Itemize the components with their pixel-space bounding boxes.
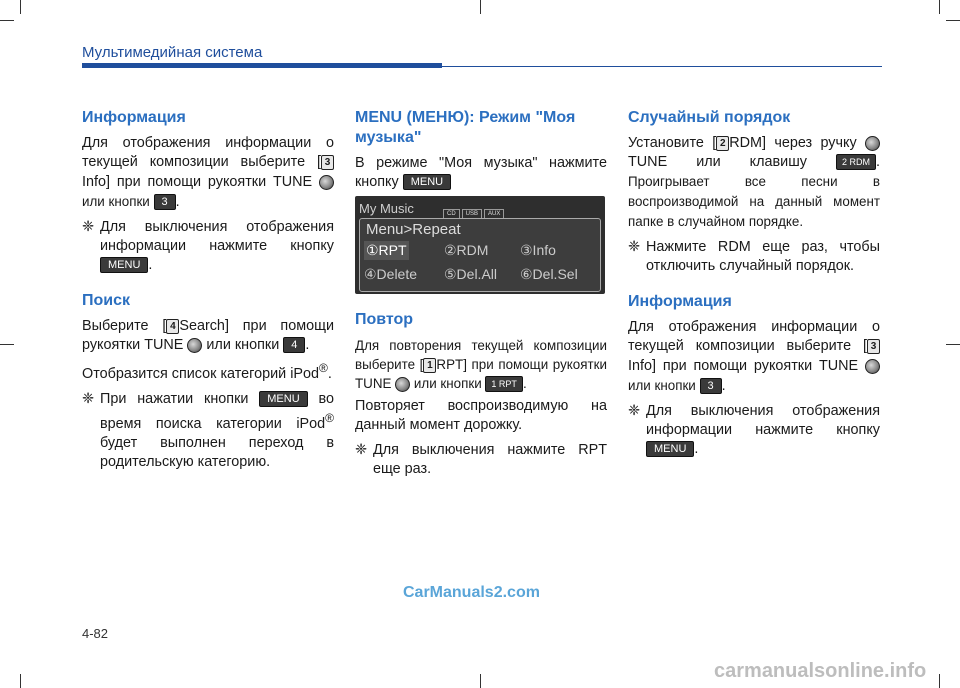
note: ❈ Для выключения отображения информации нажмите кнопку MENU .: [628, 403, 880, 457]
tune-knob-icon: [395, 377, 410, 392]
header-bar: [82, 63, 442, 68]
menu-heading: Menu>Repeat: [366, 221, 461, 238]
button-2-rdm-icon: 2 RDM: [836, 154, 876, 170]
tag-usb: USB: [462, 209, 482, 219]
heading-random: Случайный порядок: [628, 109, 791, 126]
tune-knob-icon: [865, 136, 880, 151]
heading-menu: MENU (МЕНЮ): Режим "Моя музыка": [355, 109, 576, 146]
menu-item-delete: ④Delete: [364, 266, 418, 282]
menu-item-rdm: ②RDM: [444, 242, 489, 258]
note-mark-icon: ❈: [355, 442, 368, 458]
page-number: 4-82: [82, 626, 109, 641]
paragraph: Для отображения информации о текущей композиции выберите [ 3Info] при помощи рукоятки TUNE или кнопки 3 .: [628, 319, 880, 394]
menu-box: [359, 218, 601, 292]
watermark: CarManuals2.com: [403, 584, 540, 601]
tag-aux: AUX: [484, 209, 504, 219]
menu-button-icon: MENU: [403, 174, 451, 190]
menu-item-rpt: ①RPT: [366, 242, 407, 258]
paragraph: Установите [ 2 RDM] через ручку TUNE или клавишу 2 RDM . Проигрывает все песни в воспроизводимой на данный момент папке в случайном порядке.: [628, 135, 880, 229]
display-screenshot: [355, 196, 605, 294]
crop-mark: [20, 0, 21, 14]
tune-knob-icon: [865, 359, 880, 374]
section-header: Мультимедийная система: [82, 44, 263, 61]
paragraph: В режиме "Моя музыка" нажмите кнопку MENU: [355, 155, 607, 190]
paragraph: Для повторения текущей композиции выберите [ 1 RPT] при помощи рукоятки TUNE или кнопки 1 RPT .: [355, 338, 607, 391]
tune-knob-icon: [319, 175, 334, 190]
button-3-icon: 3: [700, 378, 722, 394]
header-line: [442, 66, 882, 67]
note: ❈ При нажатии кнопки MENU во время поиска категории iPod® будет выполнен переход в родительскую категорию.: [82, 390, 334, 470]
number-3-icon: 3: [867, 339, 880, 354]
menu-item-del-all: ⑤Del.All: [444, 266, 498, 282]
menu-item-info: ③Info: [520, 242, 556, 258]
tag-cd: CD: [443, 209, 460, 219]
heading-repeat: Повтор: [355, 311, 414, 328]
heading-info: Информация: [628, 293, 732, 310]
number-4-icon: 4: [166, 319, 179, 334]
crop-mark: [939, 0, 940, 14]
crop-mark: [0, 20, 14, 21]
crop-mark: [946, 344, 960, 345]
number-2-icon: 2: [716, 136, 729, 151]
menu-item-del-sel: ⑥Del.Sel: [520, 266, 578, 282]
crop-mark: [939, 674, 940, 688]
heading-search: Поиск: [82, 292, 131, 309]
number-1-icon: 1: [423, 358, 436, 373]
button-3-icon: 3: [154, 194, 176, 210]
footer-watermark: carmanualsonline.info: [714, 660, 927, 682]
menu-button-icon: MENU: [100, 257, 148, 273]
screen-title: My Music: [359, 201, 414, 216]
button-4-icon: 4: [283, 337, 305, 353]
note: ❈ Для выключения отображения информации нажмите кнопку MENU .: [82, 219, 334, 273]
tune-knob-icon: [187, 338, 202, 353]
paragraph: Отобразится список категорий iPod®.: [82, 361, 332, 382]
note-mark-icon: ❈: [82, 390, 95, 407]
paragraph: Повторяет воспроизводимую на данный момент дорожку.: [355, 398, 607, 433]
crop-mark: [0, 344, 14, 345]
paragraph: Выберите [ 4 Search] при помощи рукоятки TUNE или кнопки 4 .: [82, 318, 335, 353]
heading-info: Информация: [82, 109, 186, 126]
note: ❈ Для выключения нажмите RPT еще раз.: [355, 442, 607, 477]
crop-mark: [480, 0, 481, 14]
note-mark-icon: ❈: [628, 239, 641, 255]
column-3: [628, 108, 880, 459]
number-3-icon: 3: [321, 155, 334, 170]
column-2: [355, 108, 607, 479]
column-1: [82, 108, 334, 472]
crop-mark: [480, 674, 481, 688]
button-1-rpt-icon: 1 RPT: [485, 376, 523, 392]
crop-mark: [946, 20, 960, 21]
note-mark-icon: ❈: [628, 403, 641, 419]
paragraph: Для отображения информации о текущей композиции выберите [ 3Info] при помощи рукоятки TUNE или кнопки 3 .: [82, 135, 334, 210]
note-mark-icon: ❈: [82, 219, 95, 235]
note: ❈ Нажмите RDM еще раз, чтобы отключить случайный порядок.: [628, 239, 880, 274]
menu-button-icon: MENU: [259, 391, 307, 407]
crop-mark: [20, 674, 21, 688]
menu-button-icon: MENU: [646, 441, 694, 457]
